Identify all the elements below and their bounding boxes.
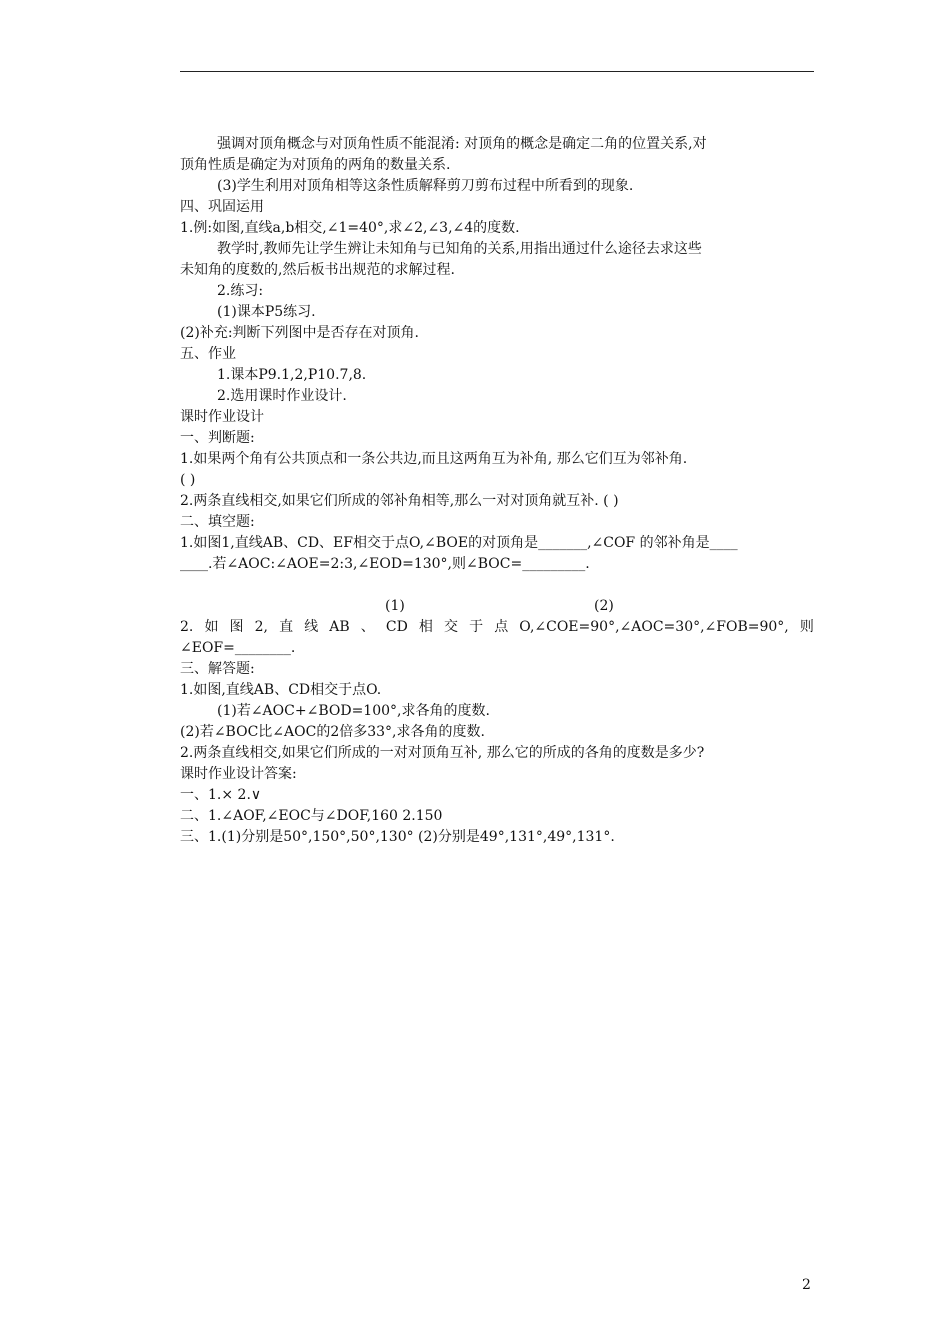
example-line: 1.例:如图,直线a,b相交,∠1=40°,求∠2,∠3,∠4的度数. (180, 220, 520, 236)
justified-word: CD (385, 619, 408, 635)
section-heading: 五、作业 (180, 346, 236, 362)
question-heading: 二、填空题: (180, 514, 255, 530)
justified-word: 2, (254, 619, 268, 635)
figure-2-label: (2) (594, 598, 614, 614)
paragraph-line: 强调对顶角概念与对顶角性质不能混淆: 对顶角的概念是确定二角的位置关系,对 (217, 136, 707, 152)
figure-space (180, 575, 814, 596)
question-line: 1.如图,直线AB、CD相交于点O. (180, 682, 382, 698)
paragraph-line: 教学时,教师先让学生辨让未知角与已知角的关系,用指出通过什么途径去求这些 (217, 241, 702, 257)
document-body (180, 134, 814, 848)
question-line: ____.若∠AOC:∠AOE=2:3,∠EOD=130°,则∠BOC=_________. (180, 556, 590, 572)
practice-item: (1)课本P5练习. (217, 304, 316, 320)
justified-word: AB (329, 619, 350, 635)
justified-word: 线 (304, 619, 319, 635)
question-line: 2.两条直线相交,如果它们所成的一对对顶角互补, 那么它的所成的各角的度数是多少? (180, 745, 705, 761)
justified-word: 直 (279, 619, 294, 635)
justified-word: O,∠COE=90°,∠AOC=30°,∠FOB=90°, (519, 619, 789, 635)
figure-labels (180, 596, 814, 617)
question-subitem: (2)若∠BOC比∠AOC的2倍多33°,求各角的度数. (180, 724, 485, 740)
justified-word: 2. (180, 619, 194, 635)
question-line: 1.如图1,直线AB、CD、EF相交于点O,∠BOE的对顶角是_______,∠COF 的邻补角是____ (180, 535, 738, 551)
homework-item: 2.选用课时作业设计. (217, 388, 347, 404)
question-line: 2.两条直线相交,如果它们所成的邻补角相等,那么一对对顶角就互补. ( ) (180, 493, 619, 509)
section-heading: 四、巩固运用 (180, 199, 264, 215)
question-heading: 三、解答题: (180, 661, 255, 677)
practice-item: (2)补充:判断下列图中是否存在对顶角. (180, 325, 419, 341)
homework-item: 1.课本P9.1,2,P10.7,8. (217, 367, 367, 383)
justified-word: 交 (444, 619, 458, 635)
justified-word: 于 (469, 619, 484, 635)
header-rule (180, 71, 814, 72)
question-line: 1.如果两个角有公共顶点和一条公共边,而且这两角互为补角, 那么它们互为邻补角. (180, 451, 688, 467)
justified-word: 点 (494, 619, 509, 635)
justified-word: 如 (204, 619, 219, 635)
paragraph-line: 未知角的度数的,然后板书出规范的求解过程. (180, 262, 455, 278)
question-subitem: (1)若∠AOC+∠BOD=100°,求各角的度数. (217, 703, 490, 719)
justified-word: 则 (799, 619, 814, 635)
answers-heading: 课时作业设计答案: (180, 766, 297, 782)
answer-line: 三、1.(1)分别是50°,150°,50°,130° (2)分别是49°,131°,49°,131°. (180, 829, 615, 845)
answer-bracket: ( ) (180, 472, 196, 488)
paragraph-line: 顶角性质是确定为对顶角的两角的数量关系. (180, 157, 451, 173)
justified-word: 图 (229, 619, 244, 635)
justified-word: 、 (360, 619, 375, 635)
paragraph-line: (3)学生利用对顶角相等这条性质解释剪刀剪布过程中所看到的现象. (217, 178, 634, 194)
answer-line: 二、1.∠AOF,∠EOC与∠DOF,160 2.150 (180, 808, 443, 824)
answer-line: 一、1.× 2.∨ (180, 787, 262, 803)
justified-question-line (180, 617, 814, 638)
figure-1-label: (1) (385, 598, 405, 614)
justified-word: 相 (418, 619, 433, 635)
question-heading: 一、判断题: (180, 430, 255, 446)
section-heading: 课时作业设计 (180, 409, 264, 425)
page-number: 2 (802, 1277, 811, 1293)
practice-heading: 2.练习: (217, 283, 264, 299)
question-line: ∠EOF=________. (180, 640, 296, 656)
